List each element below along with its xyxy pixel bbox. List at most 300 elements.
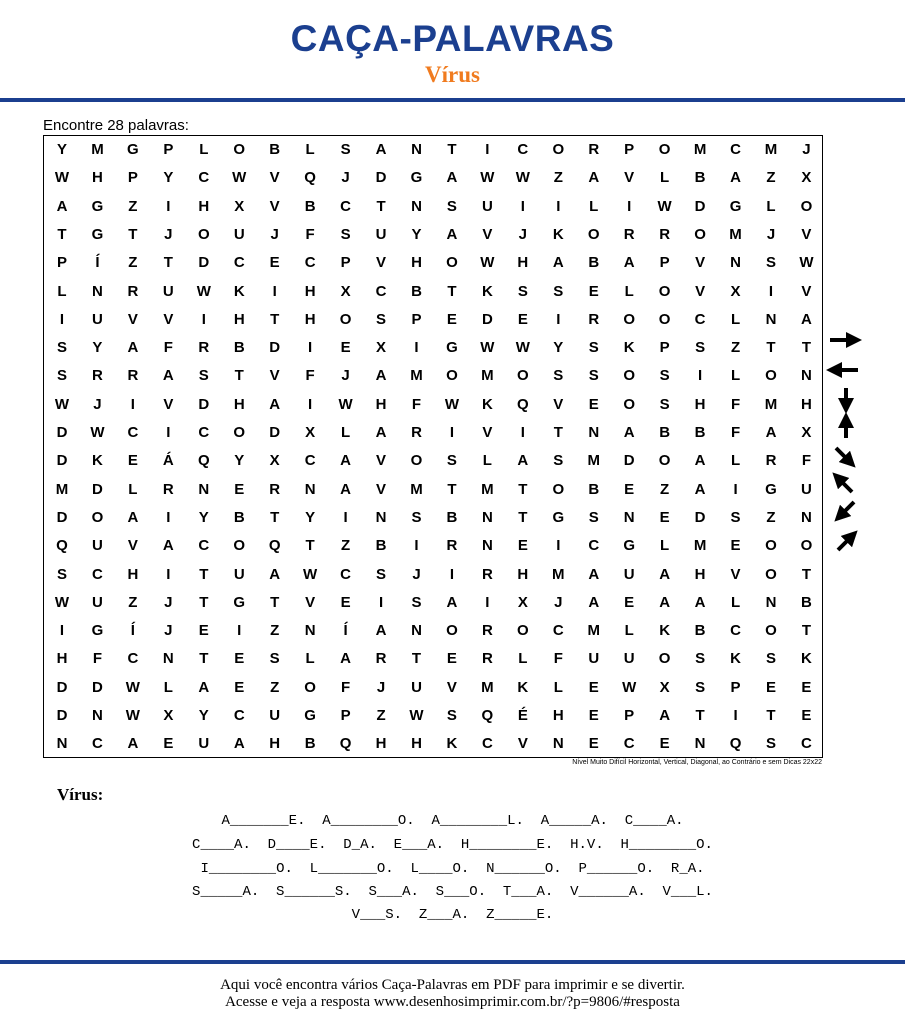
- grid-letter: O: [623, 367, 636, 385]
- grid-letter: R: [588, 141, 600, 158]
- grid-letter: S: [446, 197, 457, 215]
- grid-letter: I: [130, 395, 135, 413]
- grid-letter: Q: [339, 735, 352, 753]
- grid-letter: V: [695, 254, 706, 272]
- grid-letter: O: [552, 141, 565, 158]
- grid-letter: A: [56, 197, 68, 215]
- grid-letter: I: [237, 622, 242, 640]
- grid-letter: I: [166, 424, 171, 441]
- grid-letter: O: [233, 537, 246, 555]
- grid-letter: S: [588, 508, 599, 526]
- grid-letter: F: [553, 650, 563, 668]
- grid-letter: P: [163, 141, 174, 158]
- grid-letter: B: [304, 735, 316, 753]
- grid-letter: V: [163, 395, 174, 413]
- grid-letter: I: [556, 310, 561, 328]
- grid-letter: V: [482, 225, 493, 243]
- grid-letter: G: [304, 707, 316, 724]
- grid-letter: N: [481, 537, 493, 555]
- grid-letter: N: [588, 424, 600, 441]
- grid-letter: Y: [305, 508, 316, 526]
- grid-letter: H: [233, 310, 245, 328]
- grid-letter: R: [481, 622, 493, 640]
- grid-letter: W: [480, 254, 495, 272]
- grid-letter: L: [730, 367, 741, 385]
- grid-letter: M: [410, 480, 423, 498]
- grid-letter: Y: [198, 707, 209, 724]
- grid-letter: V: [269, 367, 280, 385]
- grid-letter: S: [553, 367, 564, 385]
- grid-letter: S: [695, 650, 706, 668]
- grid-letter: T: [234, 367, 244, 385]
- grid-letter: J: [341, 367, 350, 385]
- grid-letter: M: [587, 622, 600, 640]
- grid-letter: N: [765, 593, 777, 611]
- grid-letter: E: [588, 707, 599, 724]
- grid-letter: C: [481, 735, 493, 753]
- grid-letter: B: [694, 169, 706, 187]
- grid-letter: R: [162, 480, 174, 498]
- grid-letter: R: [198, 339, 210, 357]
- page-title: CAÇA-PALAVRAS: [290, 18, 615, 59]
- grid-letter: N: [801, 508, 812, 526]
- grid-letter: H: [375, 395, 387, 413]
- grid-letter: P: [340, 707, 351, 724]
- grid-letter: E: [234, 678, 245, 696]
- grid-letter: Q: [517, 395, 529, 413]
- grid-letter: S: [553, 452, 564, 470]
- grid-letter: S: [588, 367, 599, 385]
- grid-letter: M: [764, 141, 778, 158]
- arrow-down-right-icon: [836, 448, 850, 462]
- grid-letter: L: [660, 169, 670, 187]
- grid-letter: E: [163, 735, 174, 753]
- grid-letter: S: [56, 367, 67, 385]
- grid-letter: G: [91, 225, 104, 243]
- grid-letter: A: [694, 452, 706, 470]
- grid-letter: I: [485, 141, 490, 158]
- grid-letter: I: [627, 197, 632, 215]
- grid-letter: Q: [729, 735, 742, 753]
- grid-letter: I: [166, 508, 171, 526]
- grid-letter: T: [57, 225, 67, 243]
- grid-letter: O: [765, 367, 777, 385]
- grid-letter: O: [800, 197, 813, 215]
- grid-letter: H: [127, 565, 139, 583]
- grid-letter: J: [412, 565, 421, 583]
- grid-letter: R: [623, 225, 635, 243]
- grid-letter: N: [304, 622, 316, 640]
- grid-letter: I: [59, 310, 65, 328]
- grid-letter: J: [93, 395, 102, 413]
- footer-text: Aqui você encontra vários Caça-Palavras em PDF para imprimir e se divertir.: [220, 977, 685, 993]
- grid-letter: T: [447, 141, 457, 158]
- grid-letter: H: [233, 395, 245, 413]
- grid-letter: F: [305, 367, 315, 385]
- grid-letter: I: [414, 339, 419, 357]
- grid-letter: A: [162, 367, 174, 385]
- grid-letter: E: [234, 480, 245, 498]
- grid-letter: J: [518, 225, 528, 243]
- grid-letter: I: [733, 707, 738, 724]
- grid-letter: A: [588, 565, 600, 583]
- grid-letter: L: [199, 141, 209, 158]
- grid-letter: C: [552, 622, 564, 640]
- grid-letter: W: [232, 169, 247, 187]
- footer-link-text: Acesse e veja a resposta www.desenhosimprimir.com.br/?p=9806/#resposta: [225, 994, 680, 1010]
- grid-letter: T: [447, 282, 457, 300]
- grid-letter: J: [270, 225, 279, 243]
- grid-letter: K: [233, 282, 245, 300]
- grid-letter: I: [308, 395, 313, 413]
- grid-letter: T: [766, 707, 776, 724]
- grid-letter: H: [198, 197, 210, 215]
- grid-letter: S: [411, 508, 422, 526]
- grid-letter: P: [624, 707, 635, 724]
- grid-letter: V: [376, 480, 387, 498]
- grid-letter: T: [270, 593, 280, 611]
- grid-letter: F: [92, 650, 103, 668]
- grid-letter: U: [481, 197, 493, 215]
- grid-letter: T: [128, 225, 138, 243]
- grid-letter: P: [659, 254, 670, 272]
- grid-letter: U: [233, 225, 245, 243]
- grid-letter: X: [517, 593, 528, 611]
- grid-letter: L: [730, 310, 741, 328]
- grid-letter: E: [801, 707, 812, 724]
- grid-letter: T: [801, 339, 812, 357]
- grid-letter: T: [801, 622, 812, 640]
- grid-letter: S: [376, 565, 387, 583]
- grid-letter: A: [588, 169, 600, 187]
- grid-letter: A: [659, 707, 671, 724]
- grid-letter: V: [801, 225, 812, 243]
- grid-letter: C: [730, 622, 741, 640]
- grid-letter: B: [588, 480, 600, 498]
- grid-letter: E: [801, 678, 812, 696]
- grid-letter: H: [694, 395, 706, 413]
- grid-letter: V: [517, 735, 528, 753]
- grid-letter: C: [588, 537, 600, 555]
- grid-letter: M: [552, 565, 565, 583]
- grid-letter: H: [269, 735, 281, 753]
- grid-letter: C: [375, 282, 387, 300]
- grid-letter: T: [766, 339, 776, 357]
- grid-letter: B: [446, 508, 458, 526]
- grid-letter: W: [54, 593, 70, 611]
- grid-letter: O: [446, 254, 458, 272]
- grid-letter: C: [92, 735, 103, 753]
- grid-letter: C: [304, 254, 316, 272]
- grid-letter: F: [341, 678, 351, 696]
- grid-letter: T: [518, 480, 528, 498]
- grid-letter: X: [801, 424, 812, 441]
- grid-letter: A: [694, 593, 706, 611]
- grid-letter: A: [127, 339, 139, 357]
- grid-letter: X: [730, 282, 741, 300]
- grid-letter: M: [91, 141, 104, 158]
- grid-letter: C: [304, 452, 316, 470]
- grid-letter: V: [446, 678, 457, 696]
- grid-letter: A: [375, 424, 387, 441]
- grid-letter: T: [270, 508, 280, 526]
- grid-letter: E: [659, 508, 670, 526]
- grid-letter: U: [92, 310, 103, 328]
- grid-letter: G: [127, 141, 139, 158]
- grid-letter: R: [659, 225, 671, 243]
- word-clue-line: V___S. Z___A. Z_____E.: [351, 907, 554, 923]
- grid-letter: I: [520, 197, 525, 215]
- grid-letter: N: [552, 735, 564, 753]
- grid-letter: T: [199, 565, 209, 583]
- grid-letter: T: [553, 424, 563, 441]
- grid-letter: E: [659, 735, 670, 753]
- grid-letter: A: [340, 650, 352, 668]
- grid-letter: H: [517, 565, 529, 583]
- grid-letter: O: [446, 367, 458, 385]
- bottom-divider: [0, 960, 905, 964]
- grid-letter: O: [91, 508, 104, 526]
- grid-letter: O: [517, 622, 529, 640]
- grid-letter: A: [730, 169, 741, 187]
- grid-letter: H: [304, 282, 316, 300]
- grid-letter: N: [162, 650, 174, 668]
- grid-letter: U: [198, 735, 210, 753]
- grid-letter: R: [765, 452, 777, 470]
- grid-letter: V: [305, 593, 316, 611]
- grid-letter: T: [447, 480, 457, 498]
- grid-letter: E: [198, 622, 209, 640]
- grid-letter: M: [764, 395, 778, 413]
- grid-letter: E: [446, 310, 457, 328]
- grid-letter: W: [125, 678, 140, 696]
- grid-letter: N: [481, 508, 493, 526]
- grid-letter: H: [694, 565, 706, 583]
- grid-letter: G: [91, 197, 104, 215]
- grid-letter: N: [375, 508, 387, 526]
- grid-letter: L: [589, 197, 599, 215]
- grid-letter: B: [694, 424, 706, 441]
- grid-letter: J: [376, 678, 386, 696]
- grid-letter: I: [698, 367, 703, 385]
- grid-letter: V: [801, 282, 812, 300]
- grid-letter: D: [269, 339, 281, 357]
- grid-letter: R: [481, 650, 493, 668]
- grid-letter: S: [376, 310, 387, 328]
- grid-letter: N: [411, 197, 422, 215]
- grid-letter: O: [765, 622, 777, 640]
- grid-letter: D: [56, 424, 68, 441]
- grid-letter: R: [446, 537, 458, 555]
- grid-letter: J: [164, 622, 173, 640]
- grid-letter: K: [659, 622, 671, 640]
- grid-letter: F: [801, 452, 812, 470]
- grid-letter: V: [163, 310, 174, 328]
- grid-letter: W: [515, 339, 530, 357]
- grid-letter: V: [482, 424, 493, 441]
- grid-letter: B: [694, 622, 706, 640]
- grid-letter: P: [411, 310, 422, 328]
- word-clue-line: A_______E. A________O. A________L. A_____A. C____A.: [221, 813, 684, 829]
- grid-letter: B: [304, 197, 316, 215]
- grid-letter: E: [588, 735, 599, 753]
- grid-letter: U: [623, 650, 635, 668]
- grid-letter: W: [54, 395, 70, 413]
- grid-letter: A: [375, 367, 387, 385]
- grid-letter: Z: [128, 254, 138, 272]
- grid-letter: K: [517, 678, 529, 696]
- grid-letter: Í: [95, 254, 100, 272]
- grid-letter: S: [765, 735, 776, 753]
- grid-letter: H: [304, 310, 316, 328]
- grid-letter: W: [480, 169, 495, 187]
- grid-letter: A: [375, 622, 387, 640]
- grid-letter: S: [446, 452, 457, 470]
- grid-letter: R: [127, 367, 139, 385]
- grid-letter: C: [198, 537, 210, 555]
- grid-letter: O: [800, 537, 813, 555]
- grid-letter: A: [694, 480, 706, 498]
- grid-letter: N: [56, 735, 68, 753]
- grid-letter: C: [623, 735, 635, 753]
- grid-letter: U: [233, 565, 245, 583]
- grid-letter: O: [552, 480, 565, 498]
- grid-letter: Í: [343, 622, 348, 640]
- grid-letter: W: [657, 197, 672, 215]
- difficulty-note: Nível Muito Difícil Horizontal, Vertical, Diagonal, ao Contrário e sem Dicas 22x22: [572, 759, 822, 766]
- grid-letter: V: [376, 254, 387, 272]
- grid-letter: X: [801, 169, 812, 187]
- grid-letter: S: [411, 593, 422, 611]
- grid-letter: B: [411, 282, 422, 300]
- grid-letter: J: [766, 225, 776, 243]
- grid-letter: G: [623, 537, 636, 555]
- grid-letter: L: [730, 593, 741, 611]
- grid-letter: T: [411, 650, 422, 668]
- grid-letter: T: [305, 537, 315, 555]
- grid-letter: A: [446, 225, 458, 243]
- grid-letter: N: [694, 735, 706, 753]
- grid-letter: I: [166, 565, 171, 583]
- grid-letter: H: [552, 707, 564, 724]
- grid-letter: X: [234, 197, 245, 215]
- grid-letter: R: [375, 650, 387, 668]
- grid-letter: H: [375, 735, 387, 753]
- grid-letter: I: [520, 424, 525, 441]
- grid-letter: D: [56, 678, 68, 696]
- grid-letter: M: [481, 480, 494, 498]
- grid-letter: D: [198, 395, 210, 413]
- grid-letter: U: [269, 707, 281, 724]
- grid-letter: A: [517, 452, 529, 470]
- grid-letter: A: [659, 593, 671, 611]
- grid-letter: Z: [128, 197, 138, 215]
- word-search-grid: [43, 135, 823, 758]
- grid-letter: M: [693, 141, 707, 158]
- grid-letter: I: [768, 282, 774, 300]
- grid-letter: W: [480, 339, 495, 357]
- grid-letter: P: [340, 254, 351, 272]
- arrow-up-left-icon: [838, 478, 852, 492]
- grid-letter: N: [92, 707, 103, 724]
- grid-letter: C: [127, 424, 139, 441]
- grid-letter: U: [375, 225, 387, 243]
- grid-letter: K: [730, 650, 741, 668]
- grid-letter: E: [127, 452, 138, 470]
- grid-letter: W: [622, 678, 637, 696]
- grid-letter: C: [198, 169, 210, 187]
- grid-letter: K: [446, 735, 458, 753]
- grid-letter: M: [410, 367, 423, 385]
- grid-letter: U: [623, 565, 635, 583]
- grid-letter: L: [305, 650, 315, 668]
- grid-letter: H: [56, 650, 68, 668]
- grid-letter: O: [623, 395, 636, 413]
- grid-letter: A: [269, 395, 281, 413]
- grid-letter: W: [444, 395, 460, 413]
- grid-letter: U: [92, 537, 103, 555]
- grid-letter: E: [517, 310, 528, 328]
- grid-letter: W: [196, 282, 211, 300]
- grid-letter: O: [587, 225, 600, 243]
- grid-letter: M: [481, 678, 494, 696]
- grid-letter: N: [765, 310, 777, 328]
- grid-letter: S: [765, 650, 776, 668]
- grid-letter: Y: [553, 339, 564, 357]
- grid-letter: U: [411, 678, 422, 696]
- word-list-heading: Vírus:: [57, 785, 104, 804]
- grid-letter: T: [376, 197, 386, 215]
- grid-letter: L: [341, 424, 351, 441]
- grid-letter: J: [802, 141, 811, 158]
- grid-letter: E: [234, 650, 245, 668]
- grid-letter: I: [378, 593, 384, 611]
- grid-letter: I: [449, 565, 455, 583]
- grid-letter: E: [588, 282, 599, 300]
- grid-letter: A: [269, 565, 281, 583]
- grid-letter: O: [658, 282, 671, 300]
- grid-letter: A: [375, 141, 387, 158]
- grid-letter: I: [272, 282, 277, 300]
- grid-letter: Y: [411, 225, 422, 243]
- grid-letter: O: [410, 452, 423, 470]
- grid-letter: I: [485, 593, 490, 611]
- grid-letter: É: [517, 707, 528, 724]
- grid-letter: Z: [766, 169, 776, 187]
- grid-letter: R: [411, 424, 422, 441]
- grid-letter: Í: [130, 622, 135, 640]
- grid-letter: L: [624, 282, 634, 300]
- grid-letter: V: [695, 282, 706, 300]
- grid-letter: A: [552, 254, 564, 272]
- grid-letter: R: [127, 282, 139, 300]
- grid-letter: A: [127, 735, 139, 753]
- grid-letter: A: [198, 678, 210, 696]
- grid-letter: S: [56, 565, 67, 583]
- grid-letter: O: [197, 225, 210, 243]
- grid-letter: C: [233, 707, 245, 724]
- grid-letter: Z: [270, 678, 280, 696]
- grid-letter: D: [694, 197, 706, 215]
- grid-letter: S: [553, 282, 564, 300]
- grid-letter: I: [556, 197, 561, 215]
- grid-letter: P: [659, 339, 670, 357]
- grid-letter: S: [340, 225, 351, 243]
- word-clue-line: S_____A. S______S. S___A. S___O. T___A. V______A. V___L.: [192, 884, 713, 900]
- grid-letter: N: [411, 622, 422, 640]
- grid-letter: G: [410, 169, 423, 187]
- grid-letter: R: [588, 310, 600, 328]
